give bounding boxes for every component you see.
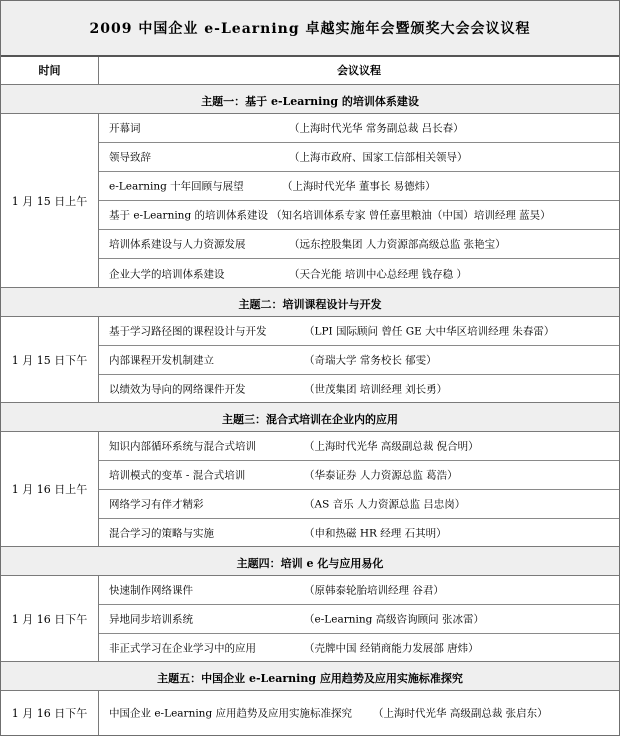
item-speaker: （壳牌中国 经销商能力发展部 唐炜） — [304, 642, 479, 655]
item-speaker: （原韩泰轮胎培训经理 谷君） — [304, 584, 444, 597]
item-topic: 非正式学习在企业学习中的应用 — [109, 642, 256, 655]
session-time: 1 月 16 日上午 — [11, 483, 88, 496]
item-speaker: （e-Learning 高级咨询顾问 张冰雷） — [304, 613, 485, 626]
item-topic: e-Learning 十年回顾与展望 — [109, 180, 244, 193]
item-topic: 基于学习路径图的课程设计与开发 — [109, 325, 267, 338]
session-block-4 — [1, 576, 619, 662]
agenda-item — [99, 634, 619, 662]
agenda-item — [99, 519, 619, 547]
theme-title: 主题二：培训课程设计与开发 — [238, 298, 382, 311]
agenda-item — [99, 143, 619, 172]
item-speaker: （天合光能 培训中心总经理 钱存稳 ） — [289, 268, 468, 280]
item-topic: 知识内部循环系统与混合式培训 — [109, 440, 256, 453]
column-header-time: 时间 — [38, 64, 61, 77]
item-speaker: （知名培训体系专家 曾任嘉里粮油（中国）培训经理 蓝昊） — [271, 209, 551, 222]
theme-title: 主题一：基于 e-Learning 的培训体系建设 — [201, 95, 419, 108]
item-speaker: （上海时代光华 常务副总裁 吕长春） — [289, 122, 464, 135]
session-block-5 — [1, 691, 619, 735]
item-speaker: （上海市政府、国家工信部相关领导） — [289, 151, 468, 164]
time-cell — [1, 691, 99, 735]
item-speaker: （奇瑞大学 常务校长 郁雯） — [304, 354, 437, 367]
time-cell — [1, 317, 99, 402]
item-topic: 快速制作网络课件 — [109, 584, 193, 597]
agenda-item — [99, 259, 619, 288]
agenda-item — [99, 201, 619, 230]
item-topic: 混合学习的策略与实施 — [109, 527, 214, 540]
header-row — [1, 57, 619, 85]
session-block-3 — [1, 432, 619, 547]
theme-row-2 — [1, 288, 619, 317]
session-time: 1 月 15 日下午 — [11, 353, 88, 367]
item-topic: 培训模式的变革 - 混合式培训 — [109, 469, 246, 482]
item-topic: 开幕词 — [109, 122, 141, 135]
item-speaker: （申和热磁 HR 经理 石其明） — [304, 527, 447, 540]
item-speaker: （AS 音乐 人力资源总监 吕忠岗） — [304, 498, 466, 511]
item-topic: 企业大学的培训体系建设 — [109, 268, 225, 280]
theme-row-5 — [1, 662, 619, 691]
agenda-item — [99, 230, 619, 259]
agenda-item — [99, 346, 619, 375]
session-time: 1 月 16 日下午 — [11, 707, 88, 720]
agenda-item — [99, 461, 619, 490]
agenda-item — [99, 317, 619, 346]
item-speaker: （LPI 国际顾问 曾任 GE 大中华区培训经理 朱春雷） — [304, 325, 555, 338]
agenda-item — [99, 172, 619, 201]
item-topic: 领导致辞 — [109, 151, 151, 164]
agenda-item — [99, 375, 619, 403]
title-row — [1, 1, 619, 57]
theme-title: 主题五：中国企业 e-Learning 应用趋势及应用实施标准探究 — [157, 672, 463, 685]
session-time: 1 月 16 日下午 — [11, 612, 88, 626]
session-block-1 — [1, 114, 619, 288]
agenda-item — [99, 114, 619, 143]
item-topic: 异地同步培训系统 — [109, 613, 193, 626]
column-divider — [98, 57, 99, 84]
item-topic: 培训体系建设与人力资源发展 — [109, 238, 246, 251]
theme-row-4 — [1, 547, 619, 576]
agenda-item — [99, 432, 619, 461]
item-topic: 内部课程开发机制建立 — [109, 354, 214, 367]
theme-title: 主题三：混合式培训在企业内的应用 — [222, 413, 398, 426]
item-topic: 中国企业 e-Learning 应用趋势及应用实施标准探究 — [109, 707, 353, 720]
session-block-2 — [1, 317, 619, 403]
theme-row-3 — [1, 403, 619, 432]
item-speaker: （世茂集团 培训经理 刘长勇） — [304, 383, 448, 396]
agenda-item — [99, 605, 619, 634]
item-speaker: （上海时代光华 董事长 易德炜） — [282, 180, 436, 193]
page-title: 2009 中国企业 e-Learning 卓越实施年会暨颁奖大会会议议程 — [89, 21, 531, 37]
item-speaker: （上海时代光华 高级副总裁 倪合明） — [304, 440, 479, 453]
agenda-item — [99, 691, 619, 735]
item-speaker: （远东控股集团 人力资源部高级总监 张艳宝） — [289, 238, 506, 251]
theme-title: 主题四：培训 e 化与应用易化 — [236, 557, 384, 570]
item-topic: 基于 e-Learning 的培训体系建设 — [109, 209, 269, 222]
theme-row-1 — [1, 85, 619, 114]
agenda-item — [99, 576, 619, 605]
session-time: 1 月 15 日上午 — [11, 194, 88, 208]
agenda-item — [99, 490, 619, 519]
time-cell — [1, 576, 99, 661]
column-header-agenda: 会议议程 — [337, 64, 381, 77]
item-speaker: （华泰证券 人力资源总监 葛浩） — [304, 469, 458, 482]
item-speaker: （上海时代光华 高级副总裁 张启东） — [373, 707, 548, 720]
time-cell — [1, 114, 99, 287]
item-topic: 网络学习有伴才精彩 — [109, 498, 204, 511]
item-topic: 以绩效为导向的网络课件开发 — [109, 383, 246, 396]
time-cell — [1, 432, 99, 546]
